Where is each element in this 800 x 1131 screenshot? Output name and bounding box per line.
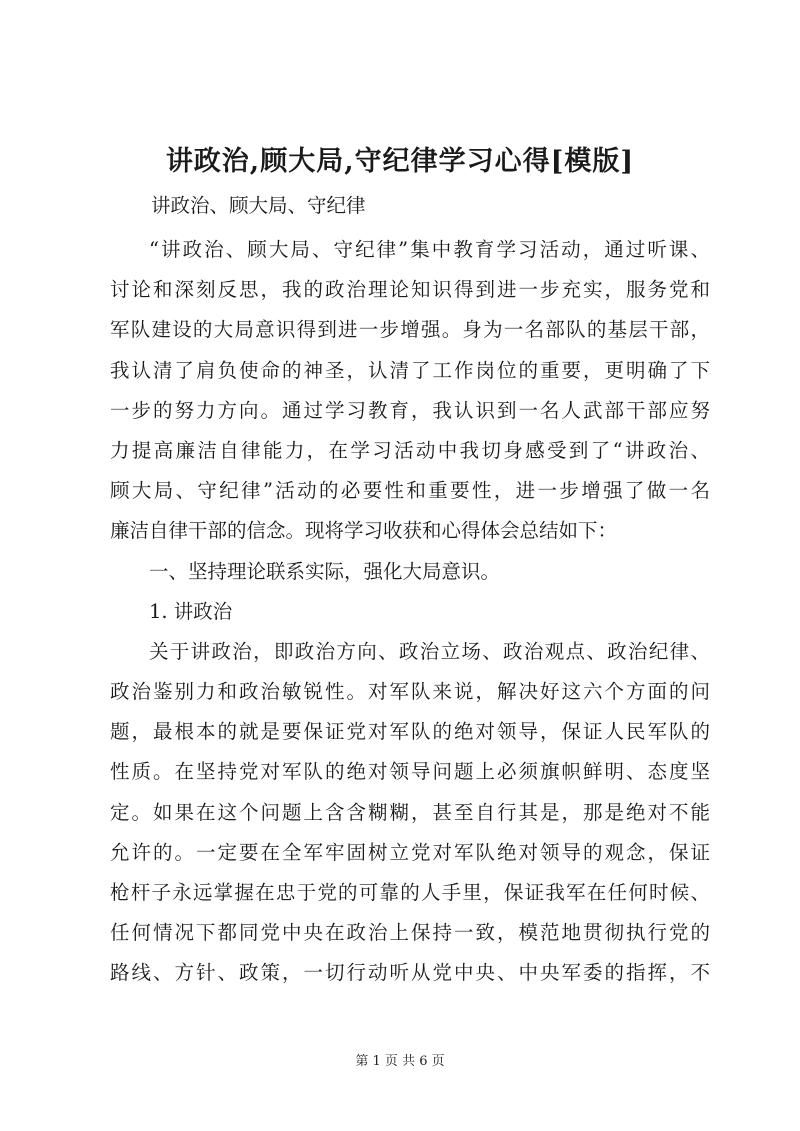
document-title: 讲政治,顾大局,守纪律学习心得[模版]: [165, 146, 635, 177]
body-line: 定。如果在这个问题上含含糊糊，甚至自行其是，那是绝对不能: [110, 800, 710, 824]
body-line: 性质。在坚持党对军队的绝对领导问题上必须旗帜鲜明、态度坚: [110, 760, 710, 784]
document-subtitle: 讲政治、顾大局、守纪律: [151, 194, 366, 217]
body-line: 廉洁自律干部的信念。现将学习收获和心得体会总结如下：: [110, 519, 618, 543]
body-line: 政治鉴别力和政治敏锐性。对军队来说，解决好这六个方面的问: [110, 680, 710, 704]
body-line: 枪杆子永远掌握在忠于党的可靠的人手里，保证我军在任何时候、: [110, 881, 710, 904]
page-footer: 第 1 页 共 6 页: [355, 1054, 445, 1069]
body-line: 关于讲政治，即政治方向、政治立场、政治观点、政治纪律、: [149, 639, 710, 663]
document-body: [110, 230, 710, 994]
body-line: 讨论和深刻反思，我的政治理论知识得到进一步充实，服务党和: [110, 278, 710, 302]
body-line: 任何情况下都同党中央在政治上保持一致，模范地贯彻执行党的: [110, 921, 710, 945]
subsection-heading: 1. 讲政治: [149, 599, 233, 623]
body-line: 允许的。一定要在全军牢固树立党对军队绝对领导的观念，保证: [110, 840, 710, 864]
body-line: 我认清了肩负使命的神圣，认清了工作岗位的重要，更明确了下: [110, 358, 710, 382]
body-line: “讲政治、顾大局、守纪律”集中教育学习活动，通过听课、: [149, 238, 710, 261]
body-line: 一步的努力方向。通过学习教育，我认识到一名人武部干部应努: [110, 398, 710, 422]
section-heading: 一、坚持理论联系实际，强化大局意识。: [149, 559, 501, 583]
body-line: 力提高廉洁自律能力，在学习活动中我切身感受到了“讲政治、: [110, 438, 710, 462]
body-line: 路线、方针、政策，一切行动听从党中央、中央军委的指挥，不: [110, 961, 710, 985]
body-line: 顾大局、守纪律”活动的必要性和重要性，进一步增强了做一名: [110, 479, 710, 503]
body-line: 题，最根本的就是要保证党对军队的绝对领导，保证人民军队的: [110, 720, 710, 744]
body-line: 军队建设的大局意识得到进一步增强。身为一名部队的基层干部，: [110, 318, 710, 342]
